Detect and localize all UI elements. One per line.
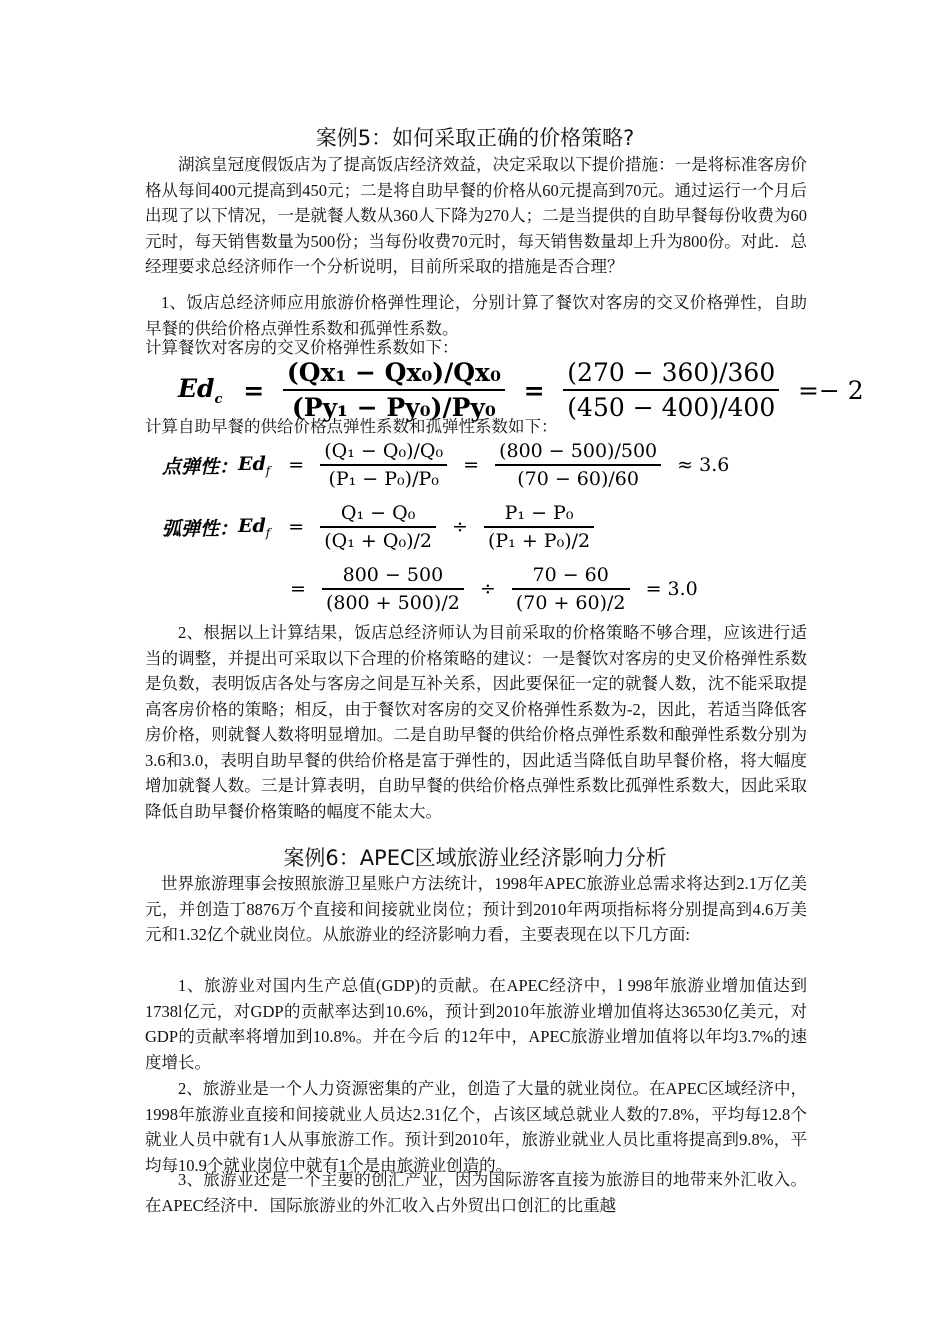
formula2-frac2 <box>495 440 661 490</box>
formula3-num1: Q₁ − Q₀ <box>320 502 436 528</box>
formula1-den2: (450 − 400)/400 <box>567 393 776 422</box>
case5-calc2-label: 计算自助早餐的供给价格点弹性系数和孤弹性系数如下： <box>145 417 558 436</box>
case6-point2: 2、旅游业是一个人力资源密集的产业，创造了大量的就业岗位。在APEC区域经济中，1998年旅游业直接和间接就业人员达2.31亿个，占该区域总就业人数的7.8%，平均每12.8个就业人员中就有1人从事旅游工作。预计到2010年，旅游业就业人员比重将提高到9.8%，平均每10.9个就业岗位中就有1个是由旅游业创造的。 <box>145 1079 807 1175</box>
formula3-frac1 <box>320 502 436 552</box>
formula2-den1: (P₁ − P₀)/P₀ <box>328 468 439 490</box>
formula2-num1: (Q₁ − Q₀)/Q₀ <box>320 440 447 466</box>
formula1-num1: (Qx₁ − Qx₀)/Qx₀ <box>283 358 505 391</box>
formula2-num2: (800 − 500)/500 <box>495 440 661 466</box>
formula4-div: ÷ <box>479 578 496 600</box>
formula2-result: ≈ 3.6 <box>677 454 730 476</box>
formula2-den2: (70 − 60)/60 <box>517 468 639 490</box>
formula4-frac1 <box>322 564 464 614</box>
formula4-result: = 3.0 <box>645 578 698 600</box>
case6-title: 案例6：APEC区域旅游业经济影响力分析 <box>283 846 667 870</box>
case5-title: 案例5：如何采取正确的价格策略? <box>315 126 635 150</box>
arc-elasticity-result-formula: = $\frac{800 - 500}{(800 + 500)/2}$ ÷ $\frac{70 - 60}{(70 + 60)/2}$ = 3.0 <box>290 564 698 614</box>
formula3-den1: (Q₁ + Q₀)/2 <box>324 530 432 552</box>
formula3-lhs-sub: f <box>265 525 271 540</box>
formula3-frac2 <box>484 502 594 552</box>
formula2-frac1 <box>320 440 447 490</box>
formula4-num1: 800 − 500 <box>322 564 464 590</box>
formula1-frac1 <box>283 358 505 422</box>
cross-elasticity-formula: $Ed_c$ = $\frac{\text{(Qx₁ − Qx₀)/Qx₀}}{\text{(Py₁ − Py₀)/Py₀}}$ = $\frac{(270 - 360)/360}{(450 - 400)/400}$ =− 2 <box>178 358 864 422</box>
formula1-frac2 <box>563 358 779 422</box>
formula4-frac2 <box>512 564 630 614</box>
formula2-lhs: Ed <box>238 452 266 475</box>
case5-intro: 湖滨皇冠度假饭店为了提高饭店经济效益，决定采取以下提价措施：一是将标准客房价格从每间400元提高到450元；二是将自助早餐的价格从60元提高到70元。通过运行一个月后出现了以下情况，一是就餐人数从360人下降为270人；二是当提供的自助早餐每份收费为60元时，每天销售数量为500份；当每份收费70元时，每天销售数量却上升为800份。对此．总经理要求总经济师作一个分析说明，目前所采取的措施是否合理？ <box>145 155 807 276</box>
formula2-label: 点弹性： <box>162 455 239 478</box>
formula3-num2: P₁ − P₀ <box>484 502 594 528</box>
case5-point1: 1、饭店总经济师应用旅游价格弹性理论，分别计算了餐饮对客房的交叉价格弹性，自助早餐的供给价格点弹性系数和孤弹性系数。 <box>145 293 807 338</box>
formula1-lhs: Ed <box>178 373 215 403</box>
formula3-den2: (P₁ + P₀)/2 <box>487 530 591 552</box>
case6-point3: 3、旅游业还是一个主要的创汇产业，因为国际游客直接为旅游目的地带来外汇收入。在APEC经济中．国际旅游业的外汇收入占外贸出口创汇的比重越 <box>145 1170 807 1215</box>
formula2-lhs-sub: f <box>265 463 271 478</box>
case5-point2: 2、根据以上计算结果，饭店总经济师认为目前采取的价格策略不够合理，应该进行适当的调整，并提出可采取以下合理的价格策略的建议：一是餐饮对客房的史叉价格弹性系数是负数，表明饭店各处与客房之间是互补关系，因此要保征一定的就餐人数，沈不能采取提高客房价格的策略；相反，由于餐饮对客房的交叉价格弹性系数为-2，因此，若适当降低客房价格，则就餐人数将明显增加。二是自助早餐的供给价格点弹性系数和酿弹性系数分别为3.6和3.0，表明自助早餐的供给价格是富于弹性的，因此适当降低自助早餐价格，将大幅度增加就餐人数。三是计算表明，自助早餐的供给价格点弹性系数比孤弹性系数大，因此采取降低自助早餐价格策略的幅度不能太大。 <box>145 623 807 821</box>
case6-point1: 1、旅游业对国内生产总值(GDP)的贡献。在APEC经济中，l 998年旅游业增加值达到1738l亿元，对GDP的贡献率达到10.6%，预计到2010年旅游业增加值将达36530亿美元，对GDP的贡献率将增加到10.8%。并在今后 的12年中，APEC旅游业增加值将以年均3.7%的速度增长。 <box>145 976 807 1072</box>
formula3-div: ÷ <box>452 516 468 538</box>
formula1-lhs-sub: c <box>214 391 223 407</box>
formula4-num2: 70 − 60 <box>512 564 630 590</box>
formula3-label: 弧弹性： <box>162 517 239 540</box>
formula4-den1: (800 + 500)/2 <box>325 592 460 614</box>
formula1-den1: (Py₁ − Py₀)/Py₀ <box>291 393 496 422</box>
formula3-lhs: Ed <box>238 514 266 537</box>
arc-elasticity-formula: 弧弹性：$Ed_f$ = $\frac{\text{Q₁ − Q₀}}{\text{(Q₁ + Q₀)/2}}$ ÷ $\frac{\text{P₁ − P₀}}{\text{(P₁ + P₀)/2}}$ <box>156 502 598 552</box>
formula1-result: =− 2 <box>797 375 864 405</box>
case5-calc1-label: 计算餐饮对客房的交叉价格弹性系数如下： <box>145 338 459 357</box>
case6-intro: 世界旅游理事会按照旅游卫星账户方法统计，1998年APEC旅游业总需求将达到2.1万亿美元，并创造丁8876万个直接和间接就业岗位；预计到2010年两项指标将分别提高到4.6万美元和1.32亿个就业岗位。从旅游业的经济影响力看，主要表现在以下几方面: <box>145 874 807 944</box>
point-elasticity-formula: 点弹性：$Ed_f$ = $\frac{\text{(Q₁ − Q₀)/Q₀}}{\text{(P₁ − P₀)/P₀}}$ = $\frac{(800 - 500)/500}{(70 - 60)/60}$ ≈ 3.6 <box>162 440 730 490</box>
formula1-num2: (270 − 360)/360 <box>563 358 779 391</box>
formula4-den2: (70 + 60)/2 <box>515 592 626 614</box>
